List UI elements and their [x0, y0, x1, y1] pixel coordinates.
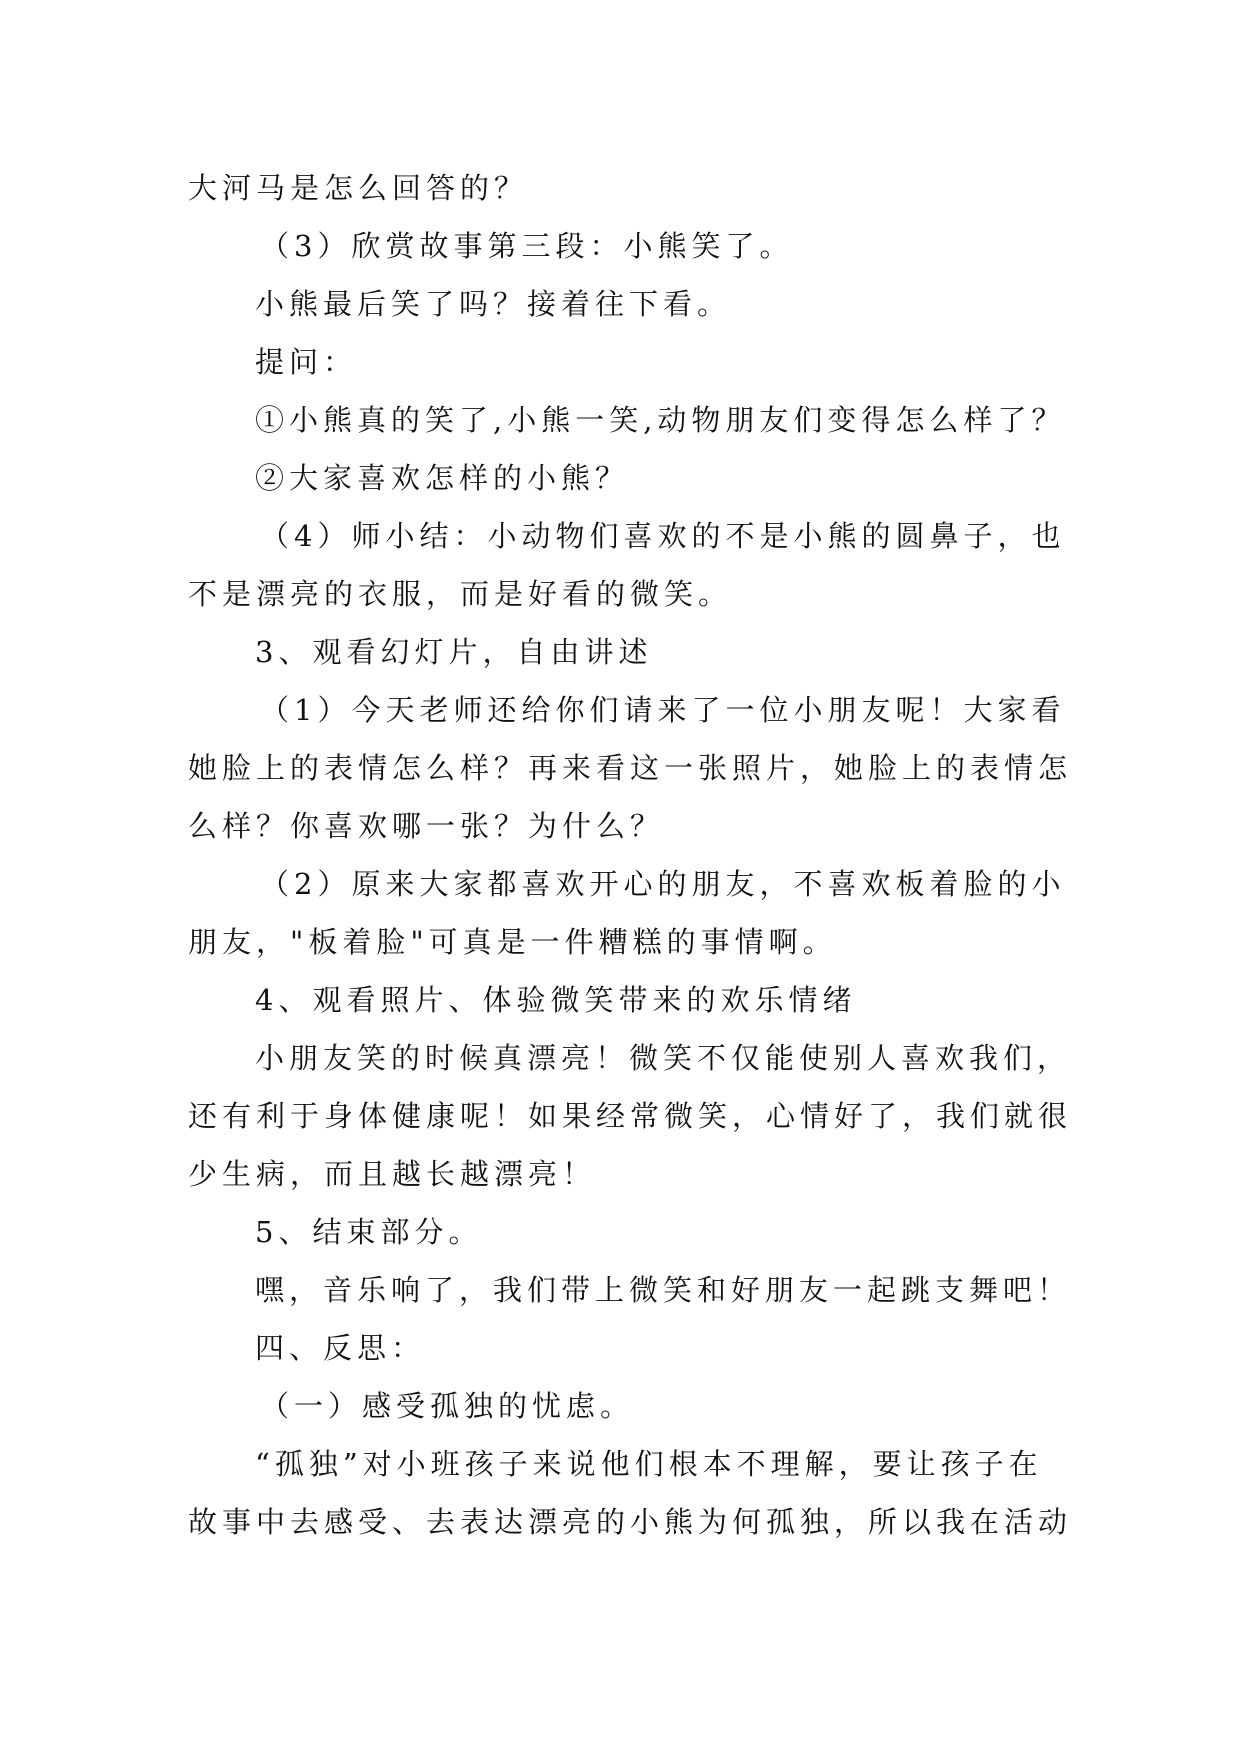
text-line: 小熊最后笑了吗？接着往下看。 — [255, 287, 732, 321]
text-line: ②大家喜欢怎样的小熊？ — [255, 461, 630, 495]
text-line: 不是漂亮的衣服，而是好看的微笑。 — [188, 577, 733, 611]
text-line: 故事中去感受、去表达漂亮的小熊为何孤独，所以我在活动 — [188, 1505, 1073, 1539]
text-line: 提问： — [255, 345, 358, 379]
text-line: 嘿，音乐响了，我们带上微笑和好朋友一起跳支舞吧！ — [255, 1273, 1072, 1307]
text-line: 5、结束部分。 — [255, 1215, 483, 1249]
text-line: （1）今天老师还给你们请来了一位小朋友呢！大家看 — [260, 693, 1066, 727]
text-line: 她脸上的表情怎么样？再来看这一张照片，她脸上的表情怎 — [188, 751, 1073, 785]
text-line: （3）欣赏故事第三段：小熊笑了。 — [260, 229, 794, 263]
text-line: 朋友，"板着脸"可真是一件糟糕的事情啊。 — [188, 925, 837, 959]
text-line: ①小熊真的笑了,小熊一笑,动物朋友们变得怎么样了？ — [255, 403, 1066, 437]
text-line: （2）原来大家都喜欢开心的朋友，不喜欢板着脸的小 — [260, 867, 1066, 901]
text-line: 3、观看幻灯片，自由讲述 — [255, 635, 653, 669]
text-line: 小朋友笑的时候真漂亮！微笑不仅能使别人喜欢我们， — [255, 1041, 1072, 1075]
text-line: 还有利于身体健康呢！如果经常微笑，心情好了，我们就很 — [188, 1099, 1073, 1133]
text-line: 4、观看照片、体验微笑带来的欢乐情绪 — [255, 983, 857, 1017]
text-line: “孤独”对小班孩子来说他们根本不理解，要让孩子在 — [255, 1447, 1043, 1481]
text-line: （4）师小结：小动物们喜欢的不是小熊的圆鼻子，也 — [260, 519, 1066, 553]
text-line: （一）感受孤独的忧虑。 — [260, 1389, 635, 1423]
text-line: 四、反思： — [255, 1331, 426, 1365]
text-line: 大河马是怎么回答的？ — [188, 171, 529, 205]
text-line: 少生病，而且越长越漂亮！ — [188, 1157, 597, 1191]
text-line: 么样？你喜欢哪一张？为什么？ — [188, 809, 665, 843]
